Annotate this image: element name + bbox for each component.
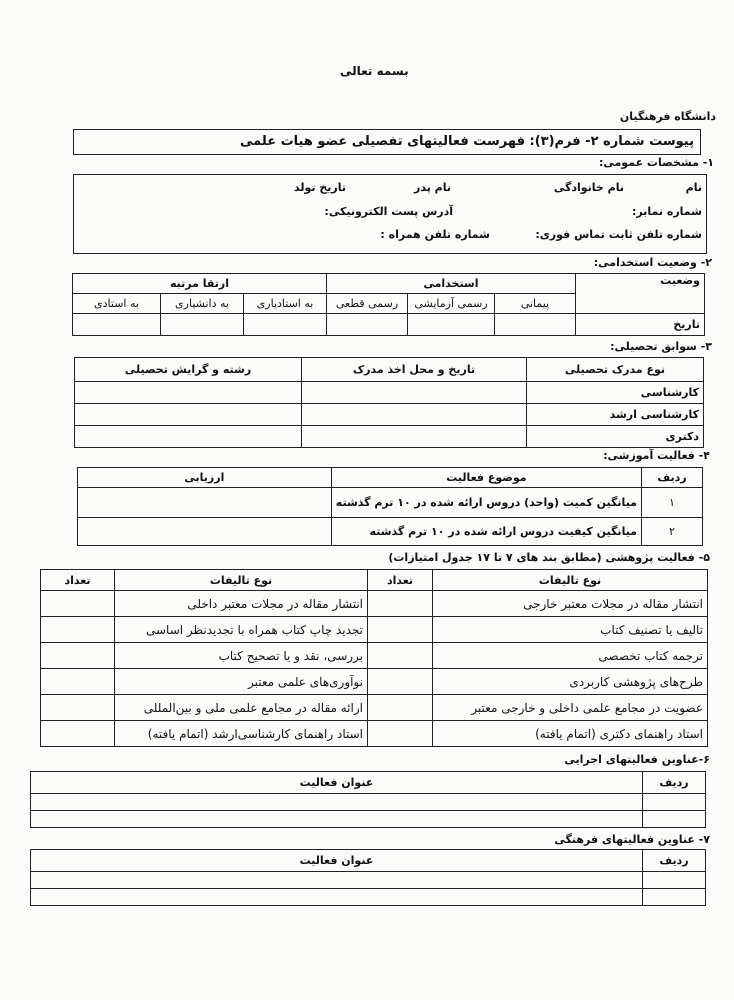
research-item: ترجمه کتاب تخصصی: [433, 643, 708, 669]
degree-label: دکتری: [527, 426, 704, 448]
teaching-table: [77, 467, 703, 546]
degree-label: کارشناسی ارشد: [527, 404, 704, 426]
research-item: ارائه مقاله در مجامع علمی ملی و بین‌المللی: [115, 695, 368, 721]
university-name: دانشگاه فرهنگیان: [619, 110, 716, 123]
basmala: بسمه تعالی: [340, 64, 409, 78]
field-header: رشته و گرایش تحصیلی: [75, 358, 302, 382]
label-mobile: شماره تلفن همراه :: [380, 228, 490, 241]
research-item: عضویت در مجامع علمی داخلی و خارجی معتبر: [433, 695, 708, 721]
label-email: آدرس پست الکترونیکی:: [324, 205, 453, 218]
research-item: تالیف یا تصنیف کتاب: [433, 617, 708, 643]
emp-type: پیمانی: [495, 294, 576, 314]
rank-type: به دانشیاری: [161, 294, 244, 314]
row-num-header: ردیف: [643, 772, 706, 794]
section-7-title: ۷- عناوین فعالیتهای فرهنگی: [554, 833, 710, 846]
executive-table: [30, 771, 706, 828]
degree-label: کارشناسی: [527, 382, 704, 404]
emp-type: رسمی آزمایشی: [408, 294, 495, 314]
research-item: تجدید چاپ کتاب همراه با تجدیدنظر اساسی: [115, 617, 368, 643]
label-fax: شماره نمابر:: [632, 205, 702, 218]
rank-type: به استادی: [73, 294, 161, 314]
education-table: [74, 357, 704, 448]
count-header: تعداد: [368, 570, 433, 591]
activity-title-header: عنوان فعالیت: [31, 850, 643, 872]
label-birth-date: تاریخ تولد: [294, 181, 346, 194]
section-4-title: ۴- فعالیت آموزشی:: [603, 449, 710, 462]
count-header: تعداد: [41, 570, 115, 591]
research-item: استاد راهنمای کارشناسی‌ارشد (اتمام یافته): [115, 721, 368, 747]
section-6-title: ۶-عناوین فعالیتهای اجرایی: [564, 753, 710, 766]
degree-header: نوع مدرک تحصیلی: [527, 358, 704, 382]
research-item: استاد راهنمای دکتری (اتمام یافته): [433, 721, 708, 747]
date-label: تاریخ: [576, 314, 705, 336]
label-emergency-phone: شماره تلفن ثابت تماس فوری:: [535, 228, 702, 241]
section-2-title: ۲- وضعیت استخدامی:: [593, 256, 712, 269]
subject-header: موضوع فعالیت: [331, 468, 641, 488]
row-num: ۱: [642, 488, 703, 518]
section-3-title: ۳- سوابق تحصیلی:: [610, 340, 712, 353]
label-name: نام: [685, 181, 702, 194]
section-1-title: ۱- مشخصات عمومی:: [598, 156, 714, 169]
research-table: [40, 569, 708, 747]
label-father: نام پدر: [414, 181, 451, 194]
research-item: طرح‌های پژوهشی کاربردی: [433, 669, 708, 695]
label-family: نام خانوادگی: [553, 181, 624, 194]
row-num-header: ردیف: [643, 850, 706, 872]
cultural-table: [30, 849, 706, 906]
status-header: وضعیت: [576, 274, 705, 314]
type-header: نوع تالیفات: [115, 570, 368, 591]
type-header: نوع تالیفات: [433, 570, 708, 591]
research-item: نوآوری‌های علمی معتبر: [115, 669, 368, 695]
research-item: انتشار مقاله در مجلات معتبر داخلی: [115, 591, 368, 617]
row-num: ۲: [642, 518, 703, 546]
research-item: انتشار مقاله در مجلات معتبر خارجی: [433, 591, 708, 617]
form-title-box: [73, 129, 701, 155]
date-place-header: تاریخ و محل اخذ مدرک: [302, 358, 527, 382]
section-5-title: ۵- فعالیت پژوهشی (مطابق بند های ۷ تا ۱۷ جدول امتیازات): [388, 551, 710, 564]
teaching-subject: میانگین کمیت (واحد) دروس ارائه شده در ۱۰ ترم گذشته: [331, 488, 641, 518]
general-info-box: [73, 174, 707, 254]
research-item: بررسی، نقد و یا تصحیح کتاب: [115, 643, 368, 669]
evaluation-header: ارزیابی: [78, 468, 332, 488]
employment-table: [72, 273, 705, 336]
rank-type: به استادیاری: [244, 294, 327, 314]
teaching-subject: میانگین کیفیت دروس ارائه شده در ۱۰ ترم گذشته: [331, 518, 641, 546]
activity-title-header: عنوان فعالیت: [31, 772, 643, 794]
promotion-header: ارتقا مرتبه: [73, 274, 327, 294]
row-num-header: ردیف: [642, 468, 703, 488]
employment-header: استخدامی: [327, 274, 576, 294]
form-title: پیوست شماره ۲- فرم(۳): فهرست فعالیتهای تفصیلی عضو هیات علمی: [240, 134, 694, 149]
emp-type: رسمی قطعی: [327, 294, 408, 314]
